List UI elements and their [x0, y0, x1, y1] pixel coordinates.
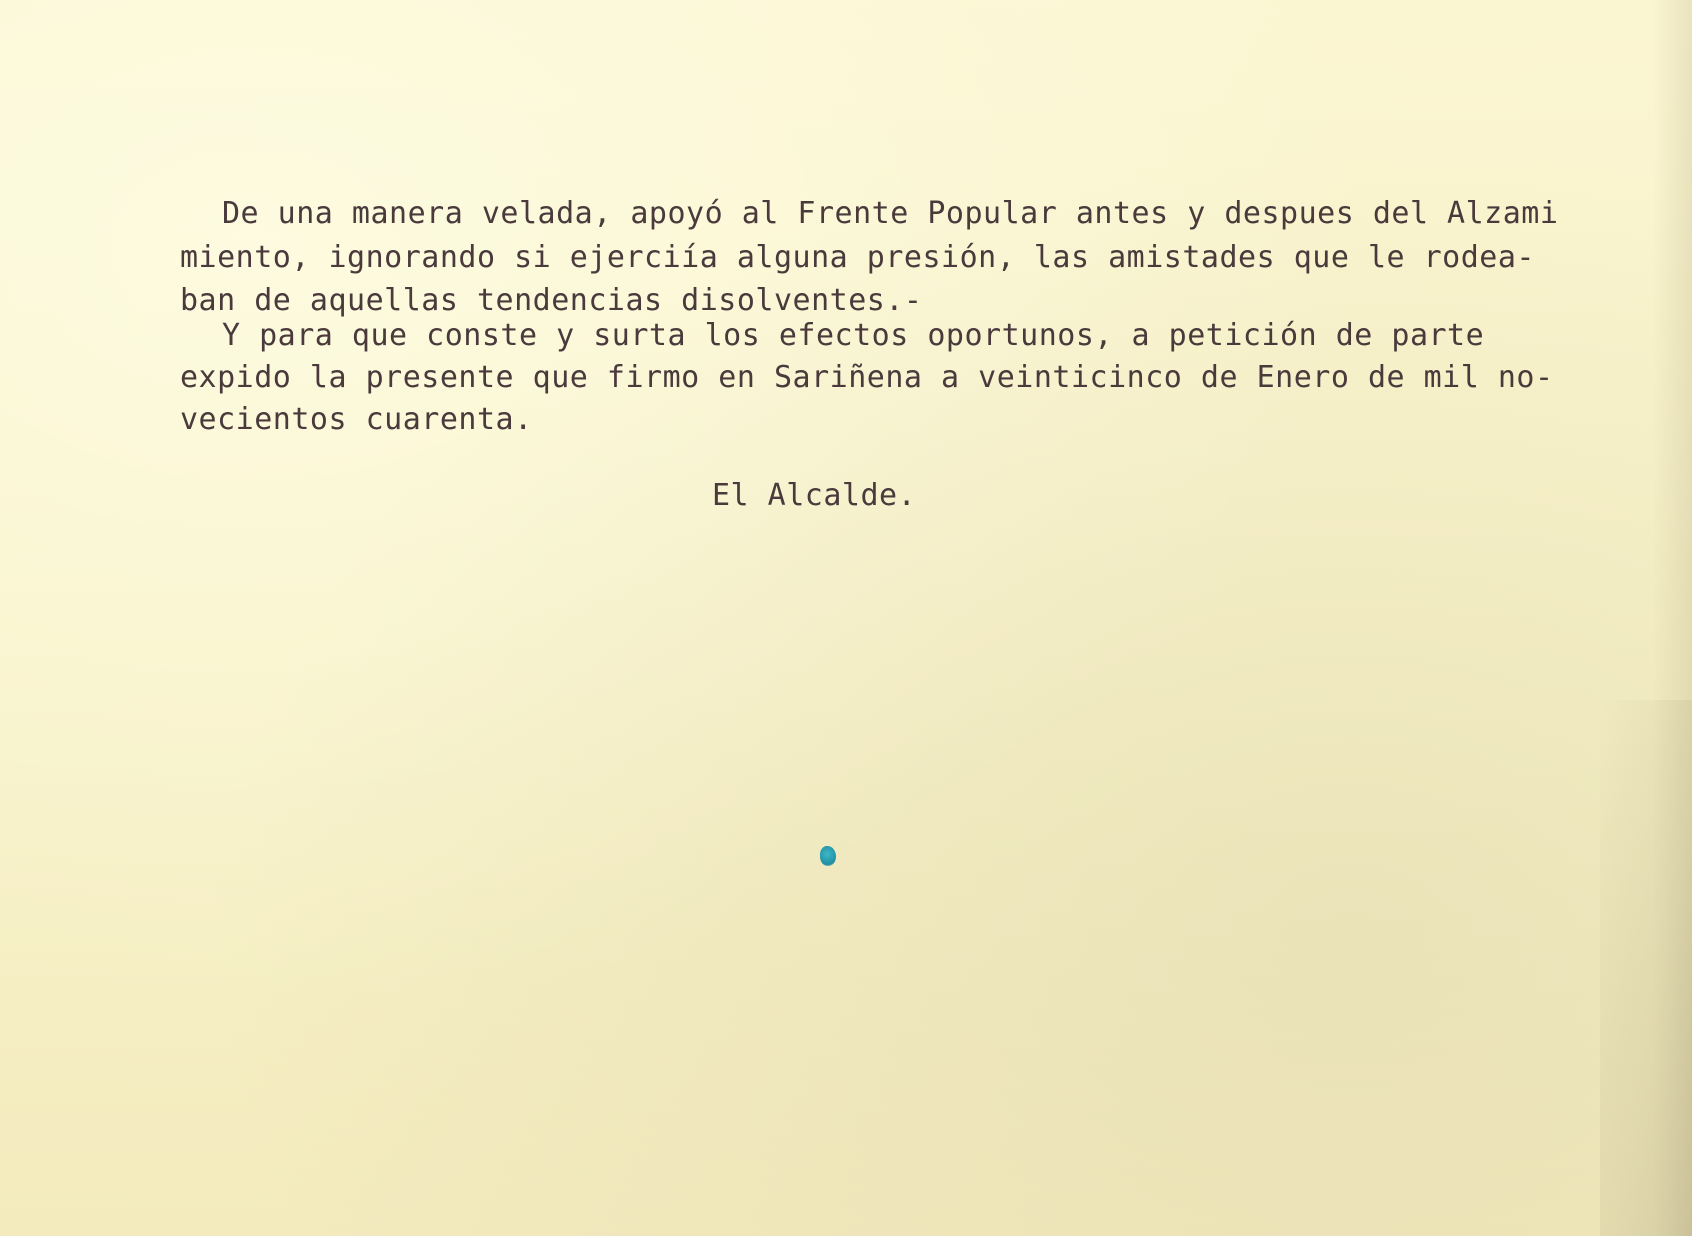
text-line-3: ban de aquellas tendencias disolventes.-: [180, 283, 923, 318]
text-line-5: expido la presente que firmo en Sariñena a veinticinco de Enero de mil no-: [180, 360, 1554, 395]
typed-text: [0, 0, 1559, 513]
text-line-1: De una manera velada, apoyó al Frente Popular antes y despues del Alzami: [222, 196, 1559, 231]
paper-fold: [1600, 700, 1692, 1236]
signature-title: El Alcalde.: [712, 478, 917, 513]
text-line-6: vecientos cuarenta.: [180, 402, 533, 437]
text-line-2: miento, ignorando si ejerciía alguna presión, las amistades que le rodea-: [180, 240, 1535, 275]
text-line-4: Y para que conste y surta los efectos oportunos, a petición de parte: [222, 318, 1485, 353]
ink-spot: [820, 846, 836, 866]
